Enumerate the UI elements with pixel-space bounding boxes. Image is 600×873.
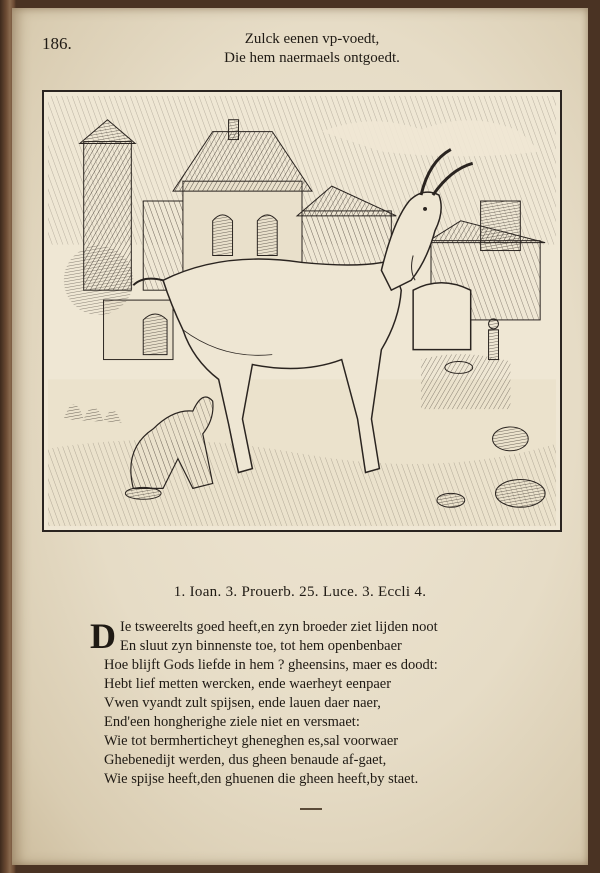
verse-line: End'een hongherighe ziele niet en versmaet: [104,714,360,730]
scripture-references: 1. Ioan. 3. Prouerb. 25. Luce. 3. Eccli 4. [173,584,427,600]
motto [162,30,462,68]
verse-drop-cap: D [90,616,116,656]
verse-line: Hebt lief metten wercken, ende waerheyt eenpaer [104,676,392,692]
verse-line: Ghebenedijt werden, dus gheen benaude af-gaet, [104,752,387,768]
verse-line: Vwen vyandt zult spijsen, ende lauen daer naer, [104,695,381,711]
book-page [12,8,588,865]
goat-engraving [44,92,560,530]
page-number: 186. [42,34,72,53]
page-mark [300,808,322,810]
verse-line: Hoe blijft Gods liefde in hem ? gheensins, maer es doodt: [104,657,438,673]
verse-line: Ie tsweerelts goed heeft,en zyn broeder ziet lijden noot [120,619,438,635]
verse-text [104,618,564,789]
motto-line-1: Zulck eenen vp-voedt, [244,31,380,47]
verse-line: Wie spijse heeft,den ghuenen die gheen heeft,by staet. [104,771,419,787]
engraving-illustration [42,90,562,532]
verse-line: Wie tot bermherticheyt gheneghen es,sal voorwaer [104,733,399,749]
verse-line: En sluut zyn binnenste toe, tot hem openbenbaer [120,638,402,654]
motto-line-2: Die hem naermaels ontgoedt. [224,50,400,66]
